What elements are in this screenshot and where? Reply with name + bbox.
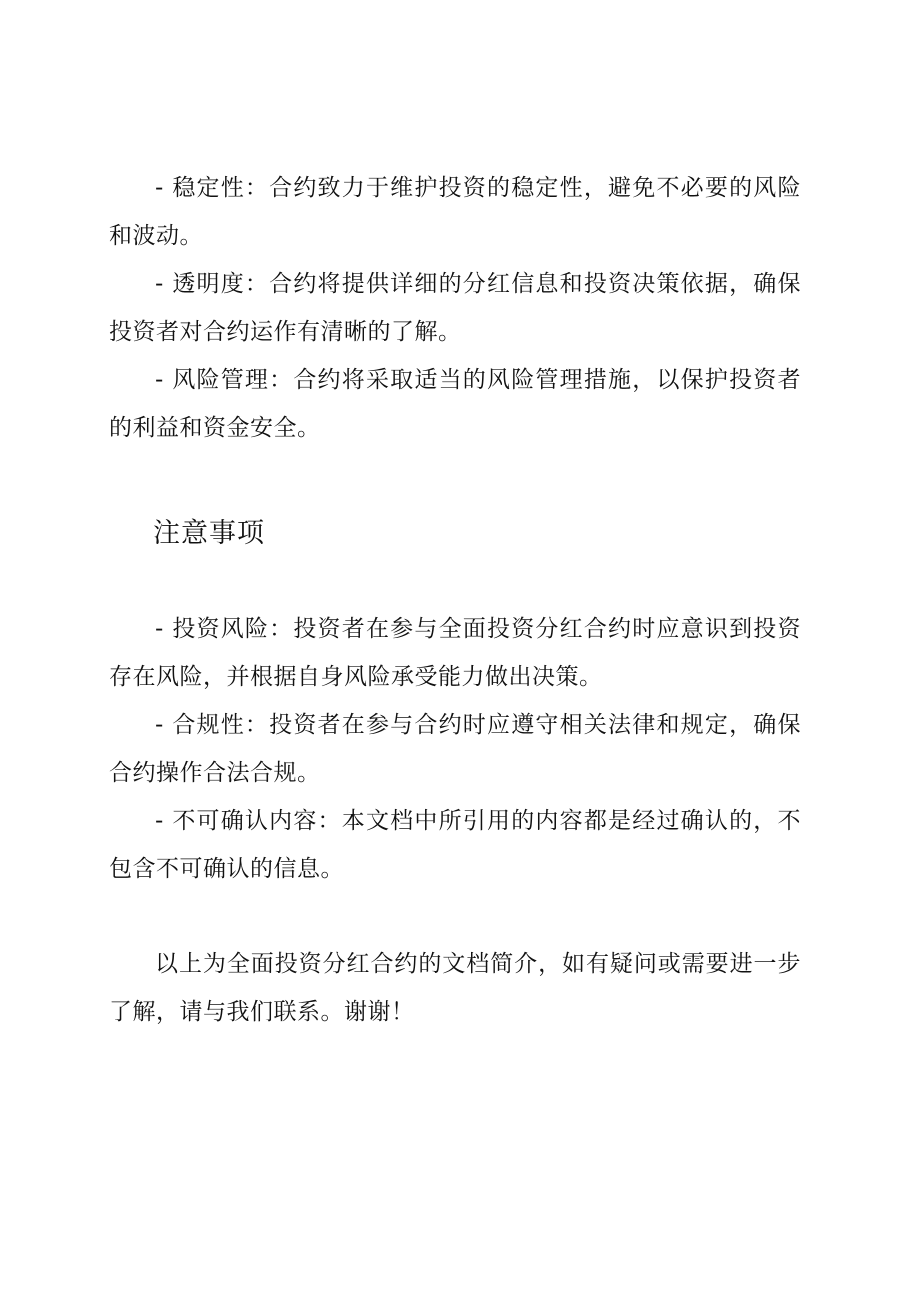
closing-paragraph: 以上为全面投资分红合约的文档简介，如有疑问或需要进一步了解，请与我们联系。谢谢！ — [109, 951, 801, 1025]
section-heading-notes: 注意事项 — [153, 518, 265, 549]
item-transparency: - 透明度：合约将提供详细的分红信息和投资决策依据，确保投资者对合约运作有清晰的了解。 — [109, 271, 801, 345]
item-unverifiable-content: - 不可确认内容：本文档中所引用的内容都是经过确认的，不包含不可确认的信息。 — [109, 808, 801, 882]
item-stability: - 稳定性：合约致力于维护投资的稳定性，避免不必要的风险和波动。 — [109, 175, 801, 249]
item-investment-risk: - 投资风险：投资者在参与全面投资分红合约时应意识到投资存在风险，并根据自身风险承受能力做出决策。 — [109, 616, 801, 690]
item-risk-management: - 风险管理：合约将采取适当的风险管理措施，以保护投资者的利益和资金安全。 — [109, 367, 801, 441]
item-compliance: - 合规性：投资者在参与合约时应遵守相关法律和规定，确保合约操作合法合规。 — [109, 712, 801, 786]
